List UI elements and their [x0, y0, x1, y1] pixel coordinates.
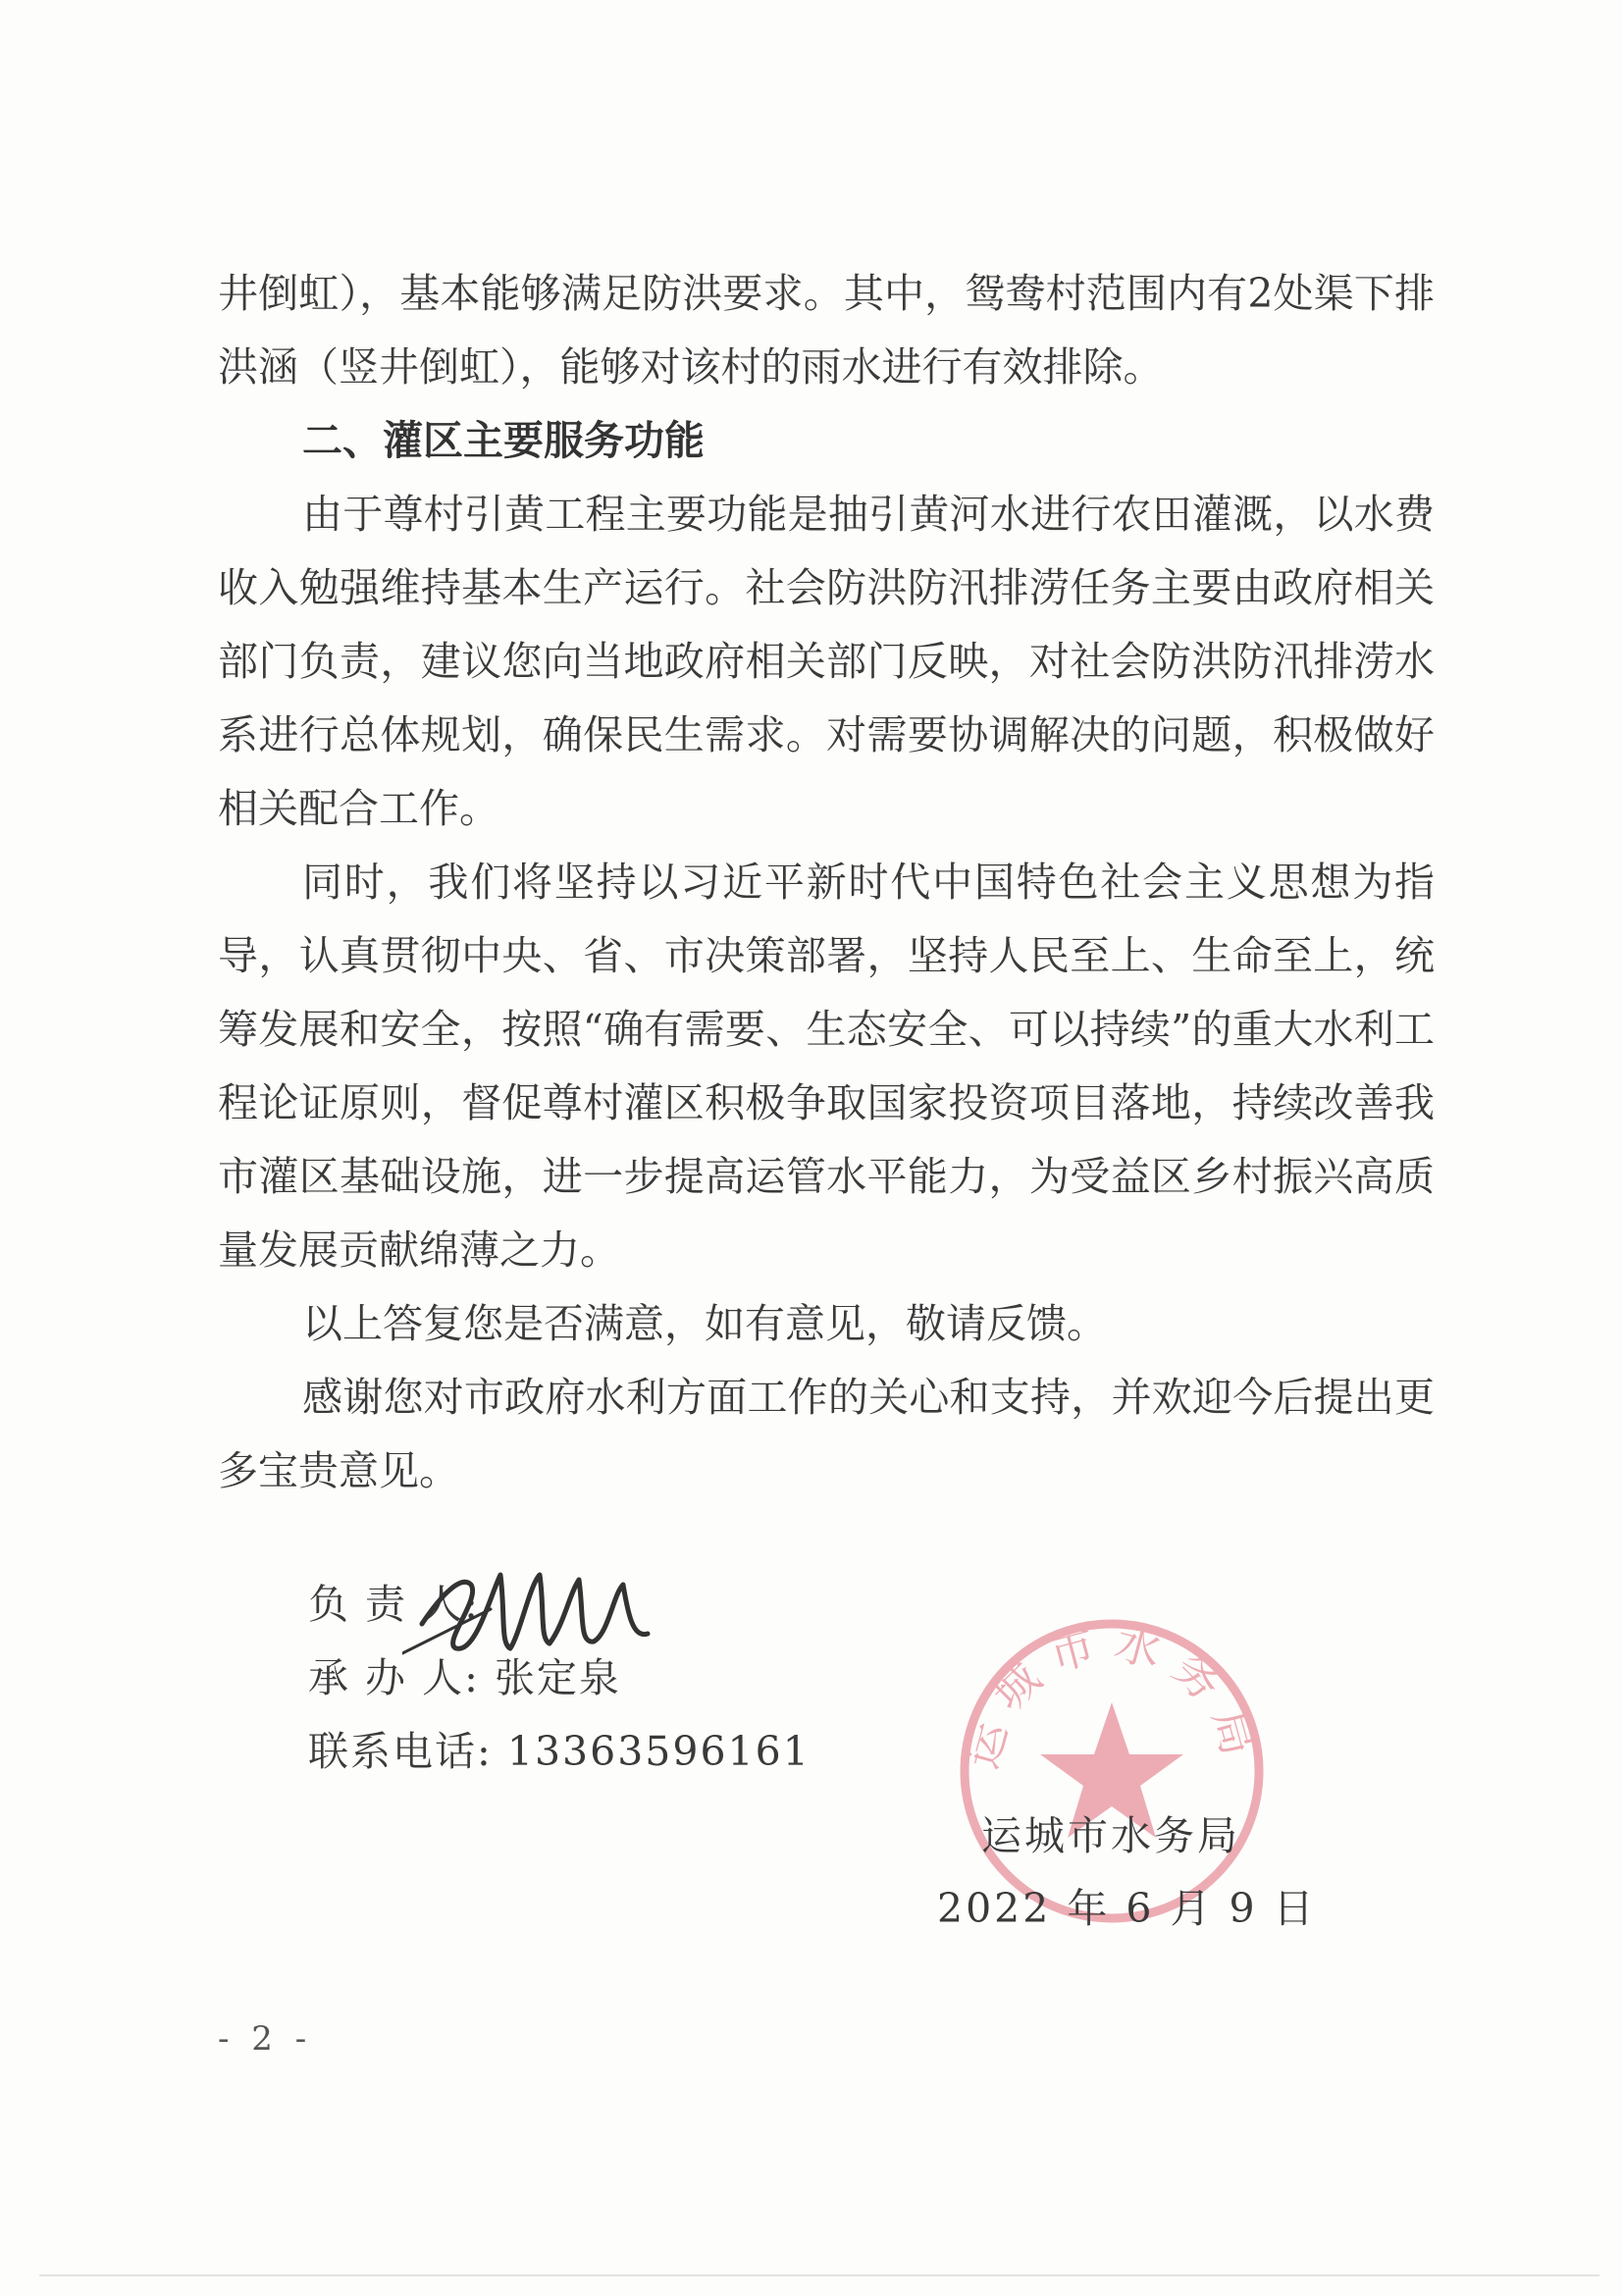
phone-number: 13363596161 [506, 1728, 811, 1775]
paragraph-feedback: 以上答复您是否满意，如有意见，敬请反馈。 [302, 1300, 1107, 1347]
phone-line [308, 1715, 811, 1789]
handler-label: 承 办 人: [308, 1654, 480, 1701]
issuing-organization: 运城市水务局 [981, 1812, 1240, 1859]
handler-name: 张定泉 [494, 1654, 621, 1701]
seal-text: 运城市水务局 [954, 1615, 1270, 1775]
section-heading: 二、灌区主要服务功能 [302, 417, 705, 464]
paragraph-service-function: 由于尊村引黄工程主要功能是抽引黄河水进行农田灌溉，以水费收入勉强维持基本生产运行。社会防洪防汛排涝任务主要由政府相关部门负责，建议您向当地政府相关部门反映，对社会防洪防汛排涝水系进行总体规划，确保民生需求。对需要协调解决的问题，积极做好相关配合工作。 [218, 491, 1435, 832]
paragraph-thanks: 感谢您对市政府水利方面工作的关心和支持，并欢迎今后提出更多宝贵意见。 [218, 1374, 1435, 1494]
handler-line [308, 1642, 621, 1715]
paragraph-commitment: 同时，我们将坚持以习近平新时代中国特色社会主义思想为指导，认真贯彻中央、省、市决策部署，坚持人民至上、生命至上，统筹发展和安全，按照“确有需要、生态安全、可以持续”的重大水利工程论证原则，督促尊村灌区积极争取国家投资项目落地，持续改善我市灌区基础设施，进一步提高运管水平能力，为受益区乡村振兴高质量发展贡献绵薄之力。 [218, 859, 1435, 1274]
letter-body [218, 257, 1435, 1508]
scan-edge-line [39, 2274, 1599, 2276]
responsible-label: 负 责 人: [308, 1581, 480, 1628]
paragraph-continuation: 井倒虹），基本能够满足防洪要求。其中，鸳鸯村范围内有2处渠下排洪涵（竖井倒虹），能够对该村的雨水进行有效排除。 [218, 270, 1435, 391]
phone-label: 联系电话: [308, 1728, 493, 1775]
page-number: - 2 - [218, 2019, 313, 2059]
issue-date: 2022 年 6 月 9 日 [937, 1885, 1317, 1932]
